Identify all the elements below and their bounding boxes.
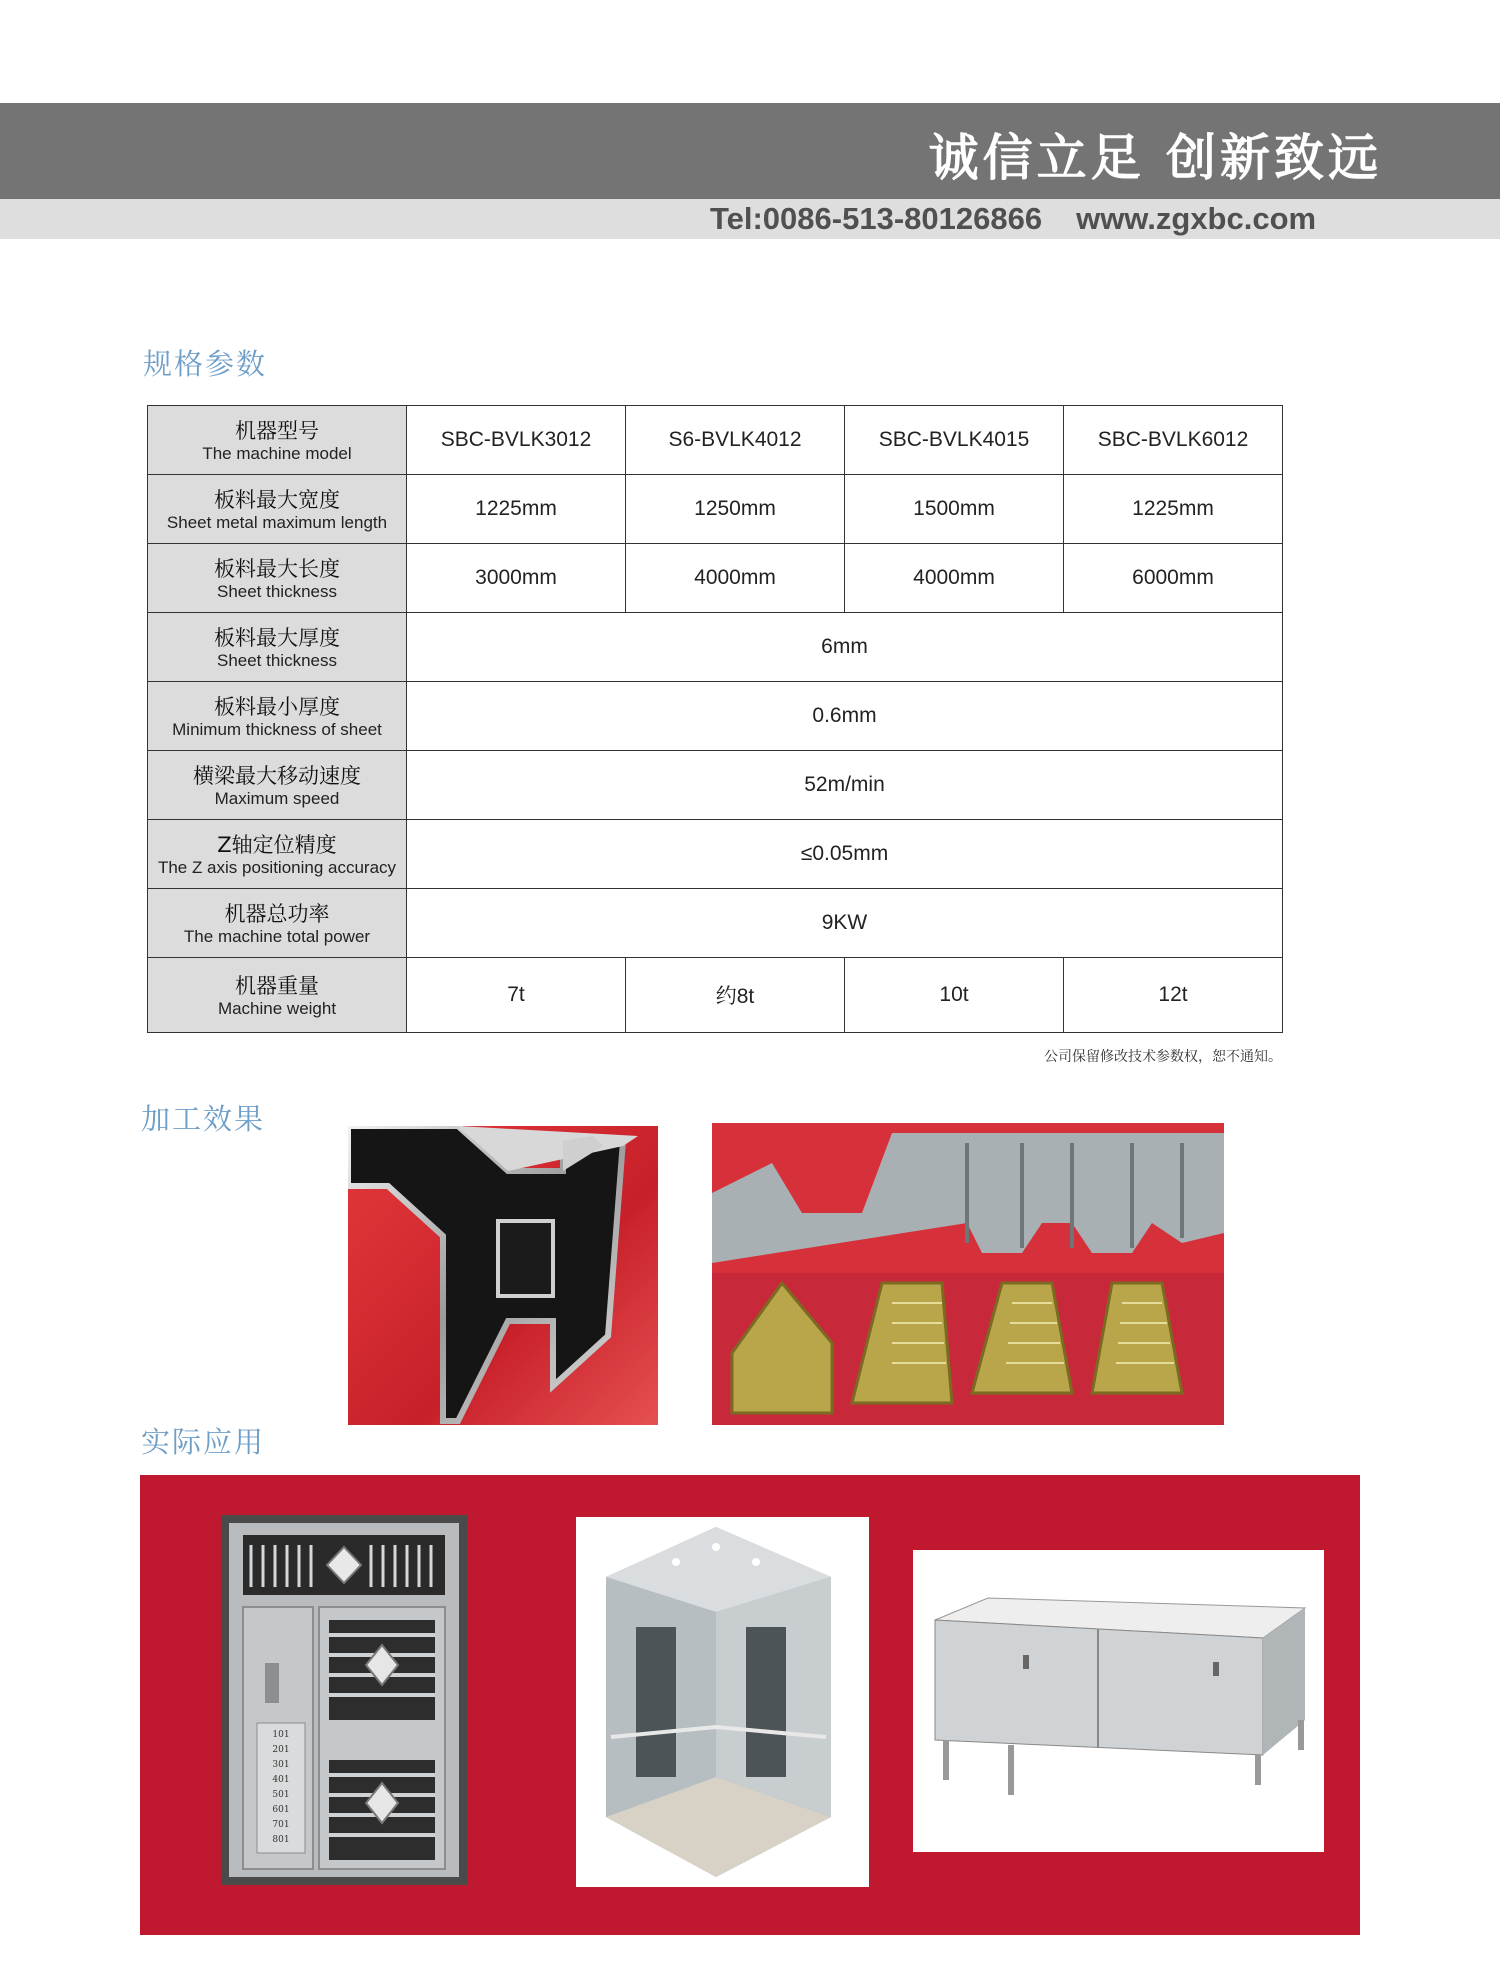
table-row [148,613,1283,682]
door-number: 201 [272,1745,290,1755]
table-cell: SBC-BVLK3012 [407,406,626,475]
table-cell: 6000mm [1064,544,1283,613]
website-link[interactable]: www.zgxbc.com [1076,201,1317,236]
row-label: 机器型号 The machine model [148,406,407,475]
row-label: 横梁最大移动速度 Maximum speed [148,751,407,820]
table-row [148,751,1283,820]
door-number: 801 [272,1835,290,1845]
table-cell: 52m/min [407,751,1283,820]
table-cell: 1225mm [407,475,626,544]
table-cell: 1500mm [845,475,1064,544]
table-cell: 7t [407,958,626,1033]
specs-section-title: 规格参数 [143,347,268,381]
contact-line [710,199,1316,239]
table-cell: 9KW [407,889,1283,958]
door-number: 401 [272,1775,290,1785]
row-label: 板料最大厚度 Sheet thickness [148,613,407,682]
table-cell: 3000mm [407,544,626,613]
door-number: 601 [272,1805,290,1815]
row-label: 机器总功率 The machine total power [148,889,407,958]
door-number: 301 [272,1760,290,1770]
elevator-illustration [576,1517,869,1887]
table-cell: 1225mm [1064,475,1283,544]
table-row [148,544,1283,613]
table-cell: 约8t [626,958,845,1033]
table-row [148,682,1283,751]
table-cell: 6mm [407,613,1283,682]
row-label: 板料最大长度 Sheet thickness [148,544,407,613]
table-row [148,406,1283,475]
row-label: 板料最小厚度 Minimum thickness of sheet [148,682,407,751]
table-cell: 12t [1064,958,1283,1033]
h-profile-illustration [348,1126,658,1425]
elevator-cabin-photo [576,1517,869,1887]
table-row [148,958,1283,1033]
door-number: 501 [272,1790,290,1800]
row-label: 机器重量 Machine weight [148,958,407,1033]
slogan: 诚信立足 创新致远 [928,128,1382,187]
table-cell: SBC-BVLK4015 [845,406,1064,475]
table-cell: SBC-BVLK6012 [1064,406,1283,475]
profiles-illustration [712,1123,1224,1425]
row-label: Z轴定位精度 The Z axis positioning accuracy [148,820,407,889]
phone-number: Tel:0086-513-80126866 [710,201,1043,236]
table-row [148,475,1283,544]
table-cell: 0.6mm [407,682,1283,751]
table-cell: 4000mm [845,544,1064,613]
door-illustration [221,1515,467,1885]
spec-table [147,405,1283,1033]
corrugated-profiles-photo [712,1123,1224,1425]
application-section-title: 实际应用 [141,1425,266,1459]
table-row [148,889,1283,958]
door-number: 101 [272,1730,290,1740]
steel-cabinet-photo [913,1550,1324,1852]
table-cell: 10t [845,958,1064,1033]
table-cell: 1250mm [626,475,845,544]
table-row [148,820,1283,889]
door-number: 701 [272,1820,290,1830]
table-cell: 4000mm [626,544,845,613]
security-door-photo [221,1515,467,1885]
effect-section-title: 加工效果 [141,1102,266,1136]
disclaimer-note: 公司保留修改技术参数权，恕不通知。 [1044,1049,1282,1065]
table-cell: ≤0.05mm [407,820,1283,889]
table-cell: S6-BVLK4012 [626,406,845,475]
row-label: 板料最大宽度 Sheet metal maximum length [148,475,407,544]
h-profile-photo [348,1126,658,1425]
cabinet-illustration [913,1550,1324,1852]
